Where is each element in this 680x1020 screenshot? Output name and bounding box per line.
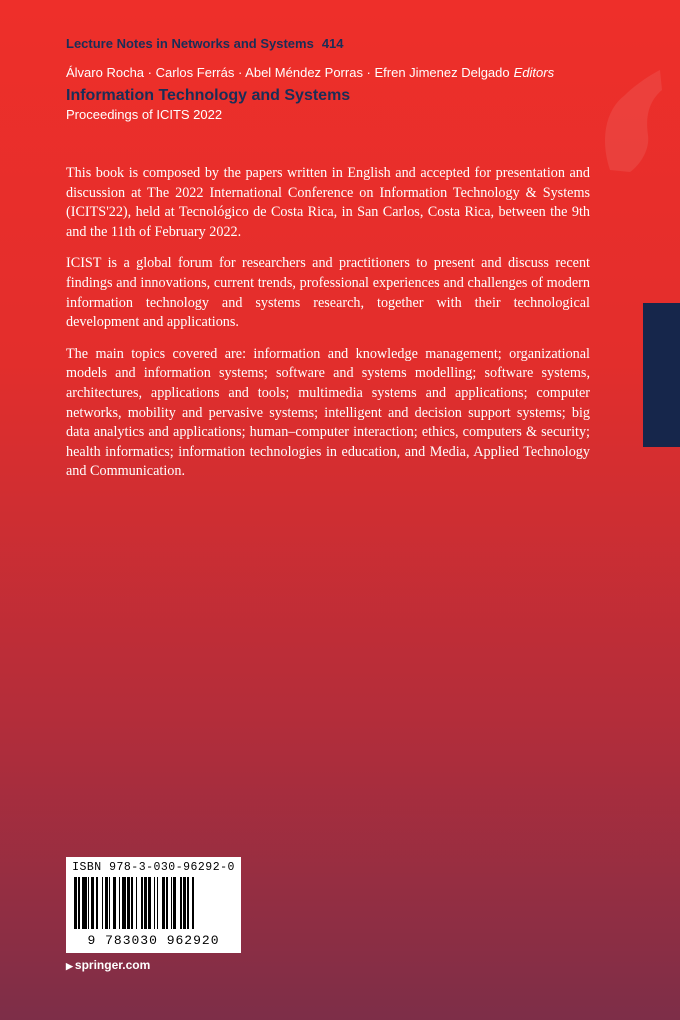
publisher-url: springer.com <box>74 958 151 972</box>
arrow-icon: ▶ <box>66 961 73 971</box>
spine-color-tab <box>643 303 680 447</box>
publisher-link[interactable] <box>66 958 150 972</box>
barcode-bar <box>119 877 120 929</box>
barcode-bar <box>171 877 172 929</box>
series-name: Lecture Notes in Networks and Systems <box>66 36 314 51</box>
barcode-bar <box>88 877 89 929</box>
barcode-bar <box>82 877 86 929</box>
barcode-bar <box>131 877 132 929</box>
barcode-bar <box>148 877 151 929</box>
isbn-label: ISBN 978-3-030-96292-0 <box>72 861 235 874</box>
barcode-bar <box>141 877 142 929</box>
barcode-bar <box>166 877 167 929</box>
barcode-bar <box>122 877 126 929</box>
cover-header <box>66 35 626 123</box>
book-subtitle: Proceedings of ICITS 2022 <box>66 107 223 122</box>
barcode-digits: 9 783030 962920 <box>87 933 220 948</box>
blurb-paragraph: This book is composed by the papers written in English and accepted for presentation and discussion at The 2022 International Conference on Information Technology & Systems (ICITS'22), held at Tecnológico de Costa Rica, in San Carlos, Costa Rica, between the 9th and the 11th of February 2022. <box>66 165 590 240</box>
editors-names: Álvaro Rocha · Carlos Ferrás · Abel Méndez Porras · Efren Jimenez Delgado <box>66 65 510 80</box>
barcode-bar <box>105 877 108 929</box>
barcode-bar <box>74 877 77 929</box>
barcode-bar <box>91 877 94 929</box>
barcode-bar <box>102 877 103 929</box>
barcode-bar <box>136 877 137 929</box>
barcode-bar <box>154 877 155 929</box>
back-cover-blurb <box>66 164 590 494</box>
blurb-paragraph: The main topics covered are: information and knowledge management; organizational models and information systems; software and systems modelling; software systems, architectures, applications and tools; multimedia systems and applications; computer networks, mobility and pervasive systems; intelligent and decision support systems; big data analytics and applications; human–computer interaction; ethics, computers & security; health informatics; information technologies in education, and Media, Applied Technology and Communication. <box>66 345 590 480</box>
barcode-bar <box>192 877 195 929</box>
barcode-bar <box>127 877 130 929</box>
barcode-bar <box>183 877 186 929</box>
barcode-bar <box>96 877 97 929</box>
barcode-bar <box>113 877 116 929</box>
barcode-bar <box>162 877 165 929</box>
barcode-bars <box>74 877 234 929</box>
book-title: Information Technology and Systems <box>66 87 351 104</box>
barcode-bar <box>157 877 158 929</box>
isbn-barcode <box>66 857 241 953</box>
editors-line <box>66 65 626 81</box>
barcode-bar <box>180 877 181 929</box>
barcode-bar <box>173 877 176 929</box>
series-line <box>66 35 626 53</box>
editors-role: Editors <box>513 65 555 80</box>
barcode-bar <box>78 877 79 929</box>
barcode-bar <box>187 877 188 929</box>
barcode-bar <box>109 877 110 929</box>
blurb-paragraph: ICIST is a global forum for researchers and practitioners to present and discuss recent findings and innovations, current trends, professional experiences and challenges of modern information technology and systems research, together with their technological development and applications. <box>66 255 590 331</box>
barcode-bar <box>144 877 147 929</box>
volume-number: 414 <box>321 36 344 51</box>
